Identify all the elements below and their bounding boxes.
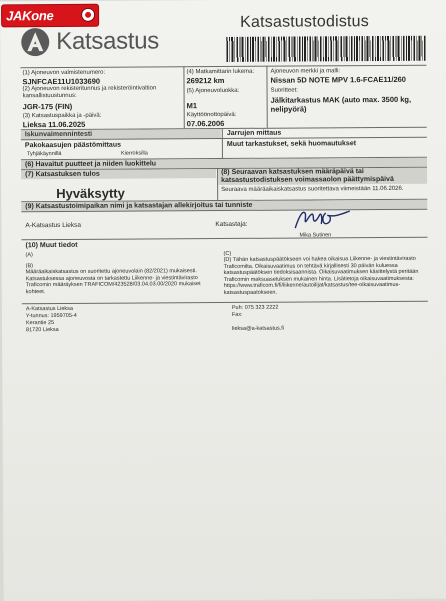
inspector-signature-icon [291, 205, 359, 233]
suspension-test-label: Iskunvaimennintesti [24, 130, 93, 139]
make-model-label: Ajoneuvon merkki ja malli: [270, 68, 341, 75]
document-title: Katsastustodistus [240, 13, 369, 31]
defects-heading: (6) Havaitut puutteet ja niiden luokittelu [24, 160, 157, 169]
next-inspection-note: Seuraava määräaikaiskatsastus suoritettava viimeistään 11.06.2026. [221, 185, 404, 194]
divider [22, 301, 428, 304]
brake-test-label: Jarrujen mittaus [226, 129, 282, 137]
other-info-heading: (10) Muut tiedot [25, 241, 78, 250]
jakone-badge-icon [81, 8, 95, 22]
divider [20, 65, 426, 68]
c-label: (C) [223, 250, 232, 258]
inspector-label: Katsastaja: [215, 220, 248, 229]
footer-phone: Puh: 075 323 2222 [231, 304, 279, 311]
vehicle-class-value: M1 [186, 101, 198, 111]
b-label: (B) [25, 263, 33, 270]
registration-value: JGR-175 (FIN) [22, 101, 73, 112]
footer-company: A-Katsastus Lieksa [25, 305, 73, 313]
divider [266, 66, 267, 128]
registration-label: (2) Ajoneuvon rekisteritunnus ja rekisteröintivaltion kansallistuustunnus: [22, 85, 157, 100]
d-text: (D) Tähän katsastuspäätökseen voi hakea oikaisua Liikenne- ja viestintävirasto Traficomilta. Oikaisuvaatimus on tehtävä kirjallisesti 30 päivän kuluessa katsastuspäätöksen tiedoksisaannista. Oikaisuvaatimuksen käsittelystä peritään Traficomin maksuasetuksen mukainen hinta. Lisätietoja oikaisuvaatimuksesta: https://www.traficom.fi/fi/liikenne/autoilijat/katsastus/tee-oikaisuvaatimus-katsastuspaatokseen. [223, 255, 419, 296]
a-katsastus-logo-icon [20, 27, 50, 57]
barcode [226, 36, 426, 62]
idle-label: Tyhjäkäynnillä [26, 150, 62, 158]
result-heading: (7) Katsastuksen tulos [25, 170, 100, 179]
result-value: Hyväksytty [56, 185, 125, 202]
place-date-value: Lieksa 11.06.2025 [22, 119, 86, 130]
station-heading: (9) Katsastustoimipaikan nimi ja katsastajan allekirjoitus tai tunniste [25, 201, 253, 211]
jakone-badge-text: JAKone [6, 8, 54, 24]
odometer-value: 269212 km [186, 75, 225, 86]
vehicle-class-label: (5) Ajoneuvoluokka: [186, 87, 240, 95]
footer-street: Kerantie 25 [25, 320, 55, 327]
logo-text: Katsastus [56, 27, 160, 56]
place-date-label: (3) Katsastuspaikka ja -päivä: [22, 112, 102, 120]
vin-value: SJNFCAE11U1033690 [22, 76, 101, 87]
performed-value: Jälkitarkastus MAK (auto max. 3500 kg, nelipyörä) [270, 94, 412, 114]
a-label: (A) [25, 252, 33, 259]
jakone-badge [1, 4, 99, 28]
make-model-value: Nissan 5D NOTE MPV 1.6-FCAE11/260 [270, 74, 406, 85]
other-checks-label: Muut tarkastukset, sekä huomautukset [226, 140, 357, 148]
b-text: Määräaikaiskatsastus on suoritettu ajoneuvolain (82/2021) mukaisesti. Katsastuksessa ajoneuvosta on tarkastettu Liikenne- ja viestintävirasto Traficomin määräyksen TRAFICOM/423528/03.04.03.00/2020 mukaiset kohteet. [25, 268, 201, 295]
inspector-name: Mika Sutinen [299, 232, 332, 239]
vin-label: (1) Ajoneuvon valmistenumero: [22, 69, 106, 77]
odometer-label: (4) Matkamittarin lukema: [186, 68, 255, 76]
station-name: A-Katsastus Lieksa [25, 221, 82, 230]
divider [222, 128, 223, 158]
footer-ytunnus: Y-tunnus: 1959705-4 [25, 312, 77, 320]
divider [183, 66, 184, 128]
footer-fax: Fax: [231, 311, 243, 318]
rpm-label: Kierroksilla [120, 150, 148, 157]
footer-city: 81720 Lieksa [25, 327, 59, 334]
next-inspection-heading: (8) Seuraavan katsastuksen määräpäivä tai katsastustodistuksen voimassaolon päättymispäivä [221, 168, 394, 185]
first-use-label: Käyttöönottopäivä: [186, 111, 237, 119]
performed-label: Suoritteet: [270, 87, 298, 94]
first-use-value: 07.06.2006 [186, 118, 225, 129]
divider [21, 237, 427, 240]
footer-email: lieksa@a-katsastus.fi [231, 325, 285, 332]
emission-test-label: Pakokaasujen päästömittaus [24, 141, 121, 150]
